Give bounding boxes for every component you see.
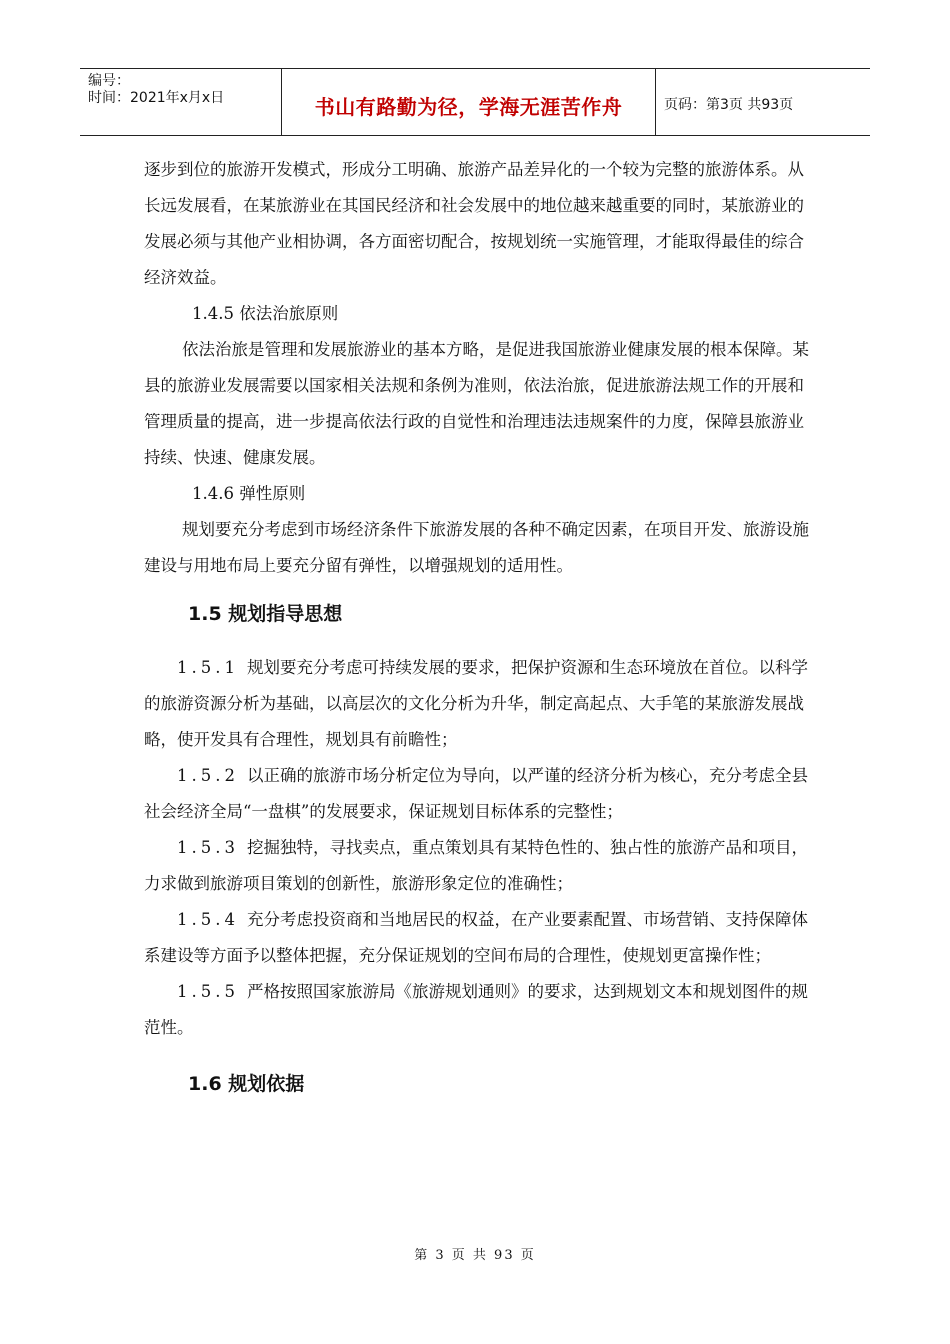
- paragraph: 逐步到位的旅游开发模式，形成分工明确、旅游产品差异化的一个较为完整的旅游体系。从长远发展看，在某旅游业在其国民经济和社会发展中的地位越来越重要的同时，某旅游业的发展必须与其他产业相协调，各方面密切配合，按规划统一实施管理，才能取得最佳的综合经济效益。: [144, 160, 804, 287]
- section-heading: 1.6 规划依据: [188, 1073, 305, 1095]
- item-number: 1.5.2: [177, 766, 239, 785]
- item-number: 1.5.4: [177, 910, 239, 929]
- paragraph: 规划要充分考虑到市场经济条件下旅游发展的各种不确定因素，在项目开发、旅游设施建设与用地布局上要充分留有弹性，以增强规划的适用性。: [144, 520, 809, 575]
- item-number: 1.5.5: [177, 982, 239, 1001]
- item-text: 以正确的旅游市场分析定位为导向，以严谨的经济分析为核心，充分考虑全县社会经济全局“一盘棋”的发展要求，保证规划目标体系的完整性；: [144, 766, 808, 821]
- item-text: 严格按照国家旅游局《旅游规划通则》的要求，达到规划文本和规划图件的规范性。: [144, 982, 808, 1037]
- paragraph: 依法治旅是管理和发展旅游业的基本方略，是促进我国旅游业健康发展的根本保障。某县的旅游业发展需要以国家相关法规和条例为准则，依法治旅，促进旅游法规工作的开展和管理质量的提高，进一步提高依法行政的自觉性和治理违法违规案件的力度，保障县旅游业持续、快速、健康发展。: [144, 340, 809, 467]
- item-number: 1.5.3: [177, 838, 239, 857]
- numbered-paragraph: [144, 974, 812, 1046]
- page-header: [80, 68, 870, 136]
- numbered-paragraph: [144, 902, 812, 974]
- header-page-label: 页码：第3页 共93页: [664, 97, 794, 113]
- document-date-label: 时间：2021年x月x日: [88, 90, 225, 106]
- header-motto: 书山有路勤为径，学海无涯苦作舟: [282, 69, 656, 135]
- document-number-label: 编号：: [88, 73, 130, 89]
- header-meta: [80, 69, 282, 135]
- subsection-heading: 1.4.6 弹性原则: [192, 484, 306, 503]
- subsection-heading: 1.4.5 依法治旅原则: [192, 304, 339, 323]
- item-text: 挖掘独特，寻找卖点，重点策划具有某特色性的、独占性的旅游产品和项目，力求做到旅游项目策划的创新性，旅游形象定位的准确性；: [144, 838, 808, 893]
- section-heading: 1.5 规划指导思想: [188, 603, 343, 625]
- item-text: 规划要充分考虑可持续发展的要求，把保护资源和生态环境放在首位。以科学的旅游资源分析为基础，以高层次的文化分析为升华，制定高起点、大手笔的某旅游发展战略，使开发具有合理性，规划具有前瞻性；: [144, 658, 808, 749]
- numbered-paragraph: [144, 650, 812, 758]
- item-number: 1.5.1: [177, 658, 239, 677]
- item-text: 充分考虑投资商和当地居民的权益，在产业要素配置、市场营销、支持保障体系建设等方面予以整体把握，充分保证规划的空间布局的合理性，使规划更富操作性；: [144, 910, 808, 965]
- numbered-paragraph: [144, 758, 812, 830]
- document-body: [144, 152, 812, 1120]
- numbered-paragraph: [144, 830, 812, 902]
- page-footer: 第 3 页 共 93 页: [414, 1248, 536, 1263]
